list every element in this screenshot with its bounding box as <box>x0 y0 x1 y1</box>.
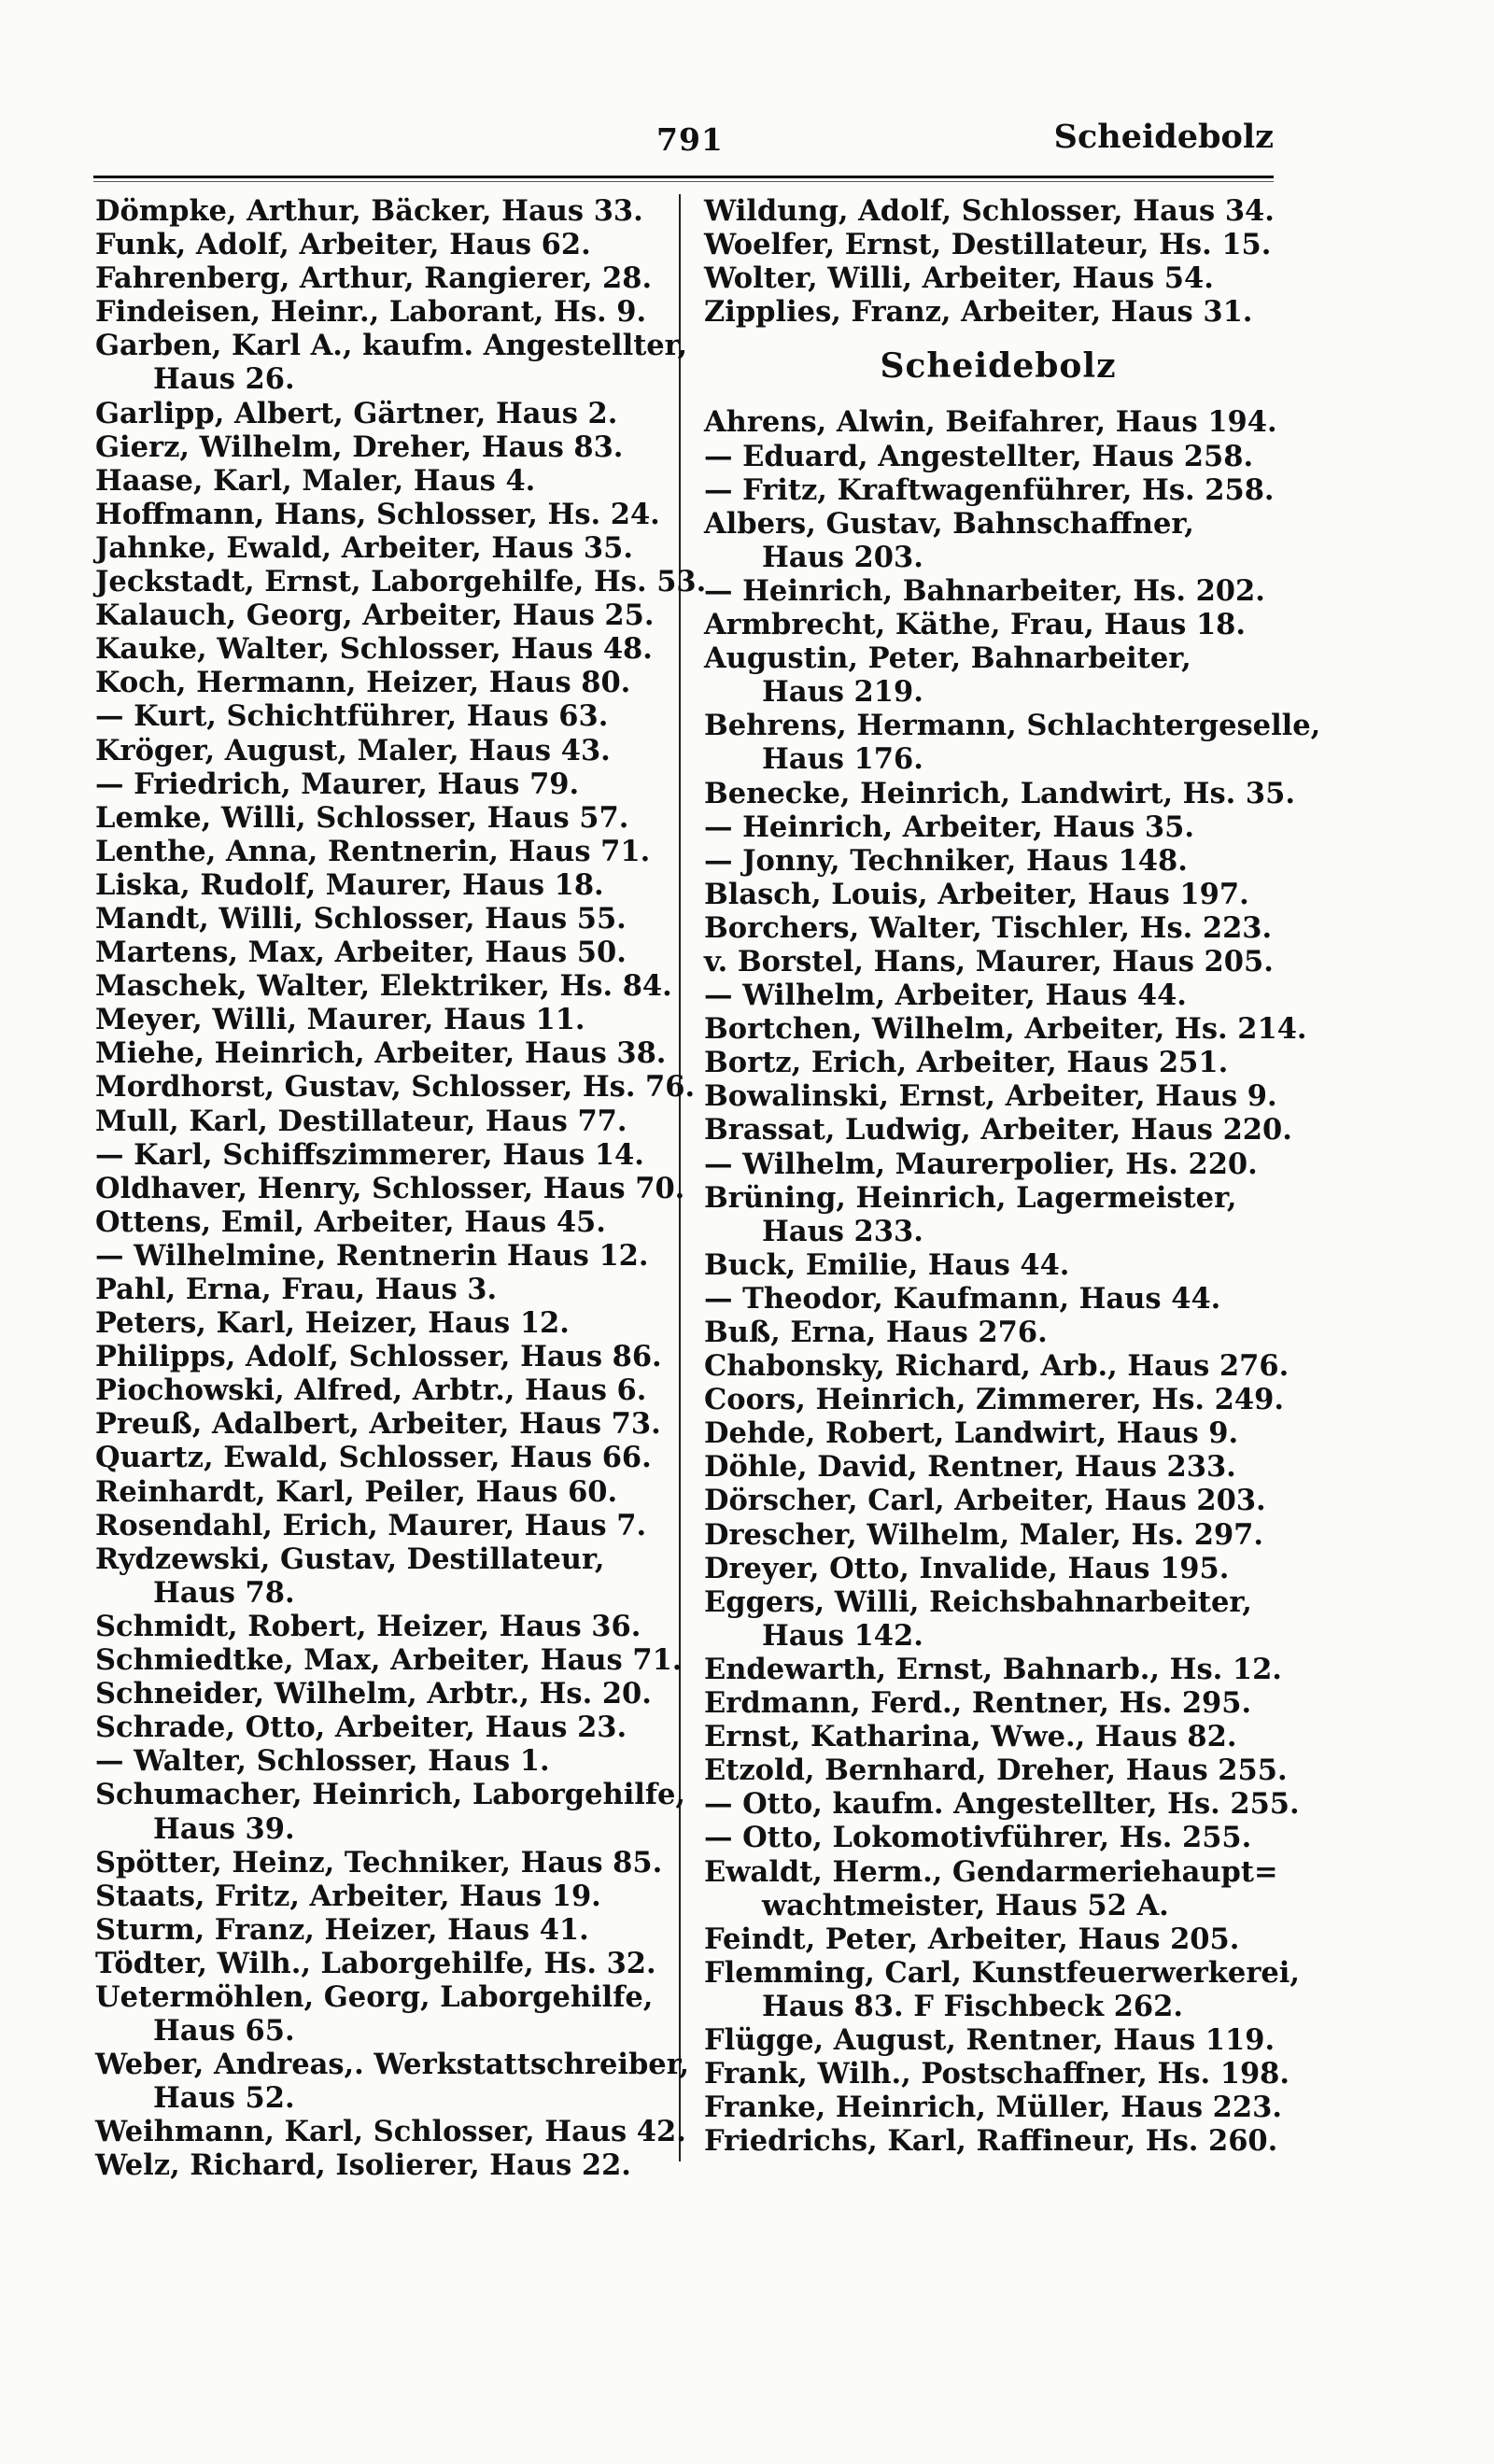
entry-text: Schneider, Wilhelm, Arbtr., Hs. 20. <box>95 1677 652 1711</box>
entry-text: Ottens, Emil, Arbeiter, Haus 45. <box>95 1204 606 1239</box>
entry-continuation: Haus 65. <box>153 2014 295 2049</box>
directory-entry <box>95 1610 674 1643</box>
entry-text: Liska, Rudolf, Maurer, Haus 18. <box>95 867 604 902</box>
directory-entry <box>95 228 674 261</box>
entry-text: — Jonny, Techniker, Haus 148. <box>704 843 1188 878</box>
entry-text: Quartz, Ewald, Schlosser, Haus 66. <box>95 1441 652 1475</box>
directory-entry <box>704 1686 1302 1720</box>
right-column-top-entries <box>704 194 1302 329</box>
directory-entry <box>95 1913 674 1947</box>
directory-entry <box>95 1778 686 1846</box>
directory-entry <box>704 2023 1302 2057</box>
entry-text: Dehde, Robert, Landwirt, Haus 9. <box>704 1416 1239 1451</box>
directory-entry <box>95 295 674 329</box>
entry-text: Welz, Richard, Isolierer, Haus 22. <box>95 2148 631 2183</box>
entry-text: Sturm, Franz, Heizer, Haus 41. <box>95 1912 589 1947</box>
entry-text: Reinhardt, Karl, Peiler, Haus 60. <box>95 1474 618 1509</box>
entry-text: Lenthe, Anna, Rentnerin, Haus 71. <box>95 834 651 868</box>
entry-text: Armbrecht, Käthe, Frau, Haus 18. <box>704 608 1247 642</box>
entry-text: Mordhorst, Gustav, Schlosser, Hs. 76. <box>95 1070 696 1105</box>
entry-continuation: Haus 83. F Fischbeck 262. <box>762 1989 1183 2023</box>
directory-entry <box>95 801 674 835</box>
entry-text: Flügge, August, Rentner, Haus 119. <box>704 2022 1276 2057</box>
entry-text: Peters, Karl, Heizer, Haus 12. <box>95 1306 570 1341</box>
entry-text: Piochowski, Alfred, Arbtr., Haus 6. <box>95 1373 647 1408</box>
directory-entry <box>95 1846 674 1880</box>
entry-text: v. Borstel, Hans, Maurer, Haus 205. <box>704 944 1274 979</box>
entry-text: Kalauch, Georg, Arbeiter, Haus 25. <box>95 598 655 633</box>
entry-text: Preuß, Adalbert, Arbeiter, Haus 73. <box>95 1407 661 1442</box>
entry-text: Blasch, Louis, Arbeiter, Haus 197. <box>704 877 1249 911</box>
directory-entry <box>704 1753 1302 1787</box>
entry-text: Schmidt, Robert, Heizer, Haus 36. <box>95 1609 641 1643</box>
entry-text: — Otto, Lokomotivführer, Hs. 255. <box>704 1821 1252 1855</box>
entry-text: — Wilhelmine, Rentnerin Haus 12. <box>95 1238 649 1273</box>
entry-text: Meyer, Willi, Maurer, Haus 11. <box>95 1003 585 1037</box>
directory-entry <box>704 945 1302 979</box>
entry-text: — Fritz, Kraftwagenführer, Hs. 258. <box>704 472 1275 507</box>
entry-text: — Eduard, Angestellter, Haus 258. <box>704 439 1254 473</box>
entry-text: Dörscher, Carl, Arbeiter, Haus 203. <box>704 1484 1266 1518</box>
directory-entry <box>95 1542 674 1610</box>
directory-entry <box>704 1181 1302 1248</box>
directory-entry <box>95 1340 674 1373</box>
directory-entry <box>95 1980 674 2048</box>
entry-text: Wolter, Willi, Arbeiter, Haus 54. <box>704 261 1214 296</box>
entry-text: Schmiedtke, Max, Arbeiter, Haus 71. <box>95 1643 683 1678</box>
entry-text: Tödter, Wilh., Laborgehilfe, Hs. 32. <box>95 1946 656 1980</box>
entry-text: Spötter, Heinz, Techniker, Haus 85. <box>95 1845 663 1880</box>
entry-text: Benecke, Heinrich, Landwirt, Hs. 35. <box>704 776 1295 810</box>
entry-text: Schrade, Otto, Arbeiter, Haus 23. <box>95 1711 627 1745</box>
entry-text: — Heinrich, Arbeiter, Haus 35. <box>704 810 1194 844</box>
directory-entry <box>95 1880 674 1913</box>
directory-entry <box>95 194 674 228</box>
entry-text: Ahrens, Alwin, Beifahrer, Haus 194. <box>704 405 1277 440</box>
directory-entry <box>704 911 1302 945</box>
entry-text: Behrens, Hermann, Schlachtergeselle, <box>704 709 1321 743</box>
entry-continuation: Haus 39. <box>153 1811 295 1846</box>
directory-entry <box>95 329 688 397</box>
entry-text: Oldhaver, Henry, Schlosser, Haus 70. <box>95 1171 685 1205</box>
entry-text: — Friedrich, Maurer, Haus 79. <box>95 767 580 801</box>
entry-text: Jahnke, Ewald, Arbeiter, Haus 35. <box>95 530 633 565</box>
directory-entry <box>95 430 674 464</box>
entry-text: Dreyer, Otto, Invalide, Haus 195. <box>704 1551 1230 1585</box>
entry-text: Garlipp, Albert, Gärtner, Haus 2. <box>95 396 618 430</box>
entry-text: Mull, Karl, Destillateur, Haus 77. <box>95 1104 627 1138</box>
directory-entry <box>95 1003 674 1036</box>
directory-entry <box>704 194 1302 228</box>
entry-text: Kröger, August, Maler, Haus 43. <box>95 733 611 767</box>
directory-entry <box>704 1787 1302 1821</box>
entry-text: Brüning, Heinrich, Lagermeister, <box>704 1180 1237 1215</box>
section-heading: Scheidebolz <box>880 346 1117 387</box>
directory-entry <box>704 2124 1302 2158</box>
entry-text: Rosendahl, Erich, Maurer, Haus 7. <box>95 1508 647 1542</box>
entry-text: — Theodor, Kaufmann, Haus 44. <box>704 1281 1221 1316</box>
directory-entry <box>95 969 674 1003</box>
entry-text: Staats, Fritz, Arbeiter, Haus 19. <box>95 1879 601 1913</box>
directory-entry <box>704 473 1302 507</box>
directory-entry <box>95 2148 674 2182</box>
directory-entry <box>704 2091 1302 2124</box>
directory-entry <box>95 835 674 868</box>
directory-entry <box>95 1711 674 1744</box>
directory-entry <box>704 641 1302 709</box>
directory-entry <box>704 1720 1302 1753</box>
directory-entry <box>704 608 1302 641</box>
directory-entry <box>95 902 674 936</box>
directory-entry <box>95 1171 685 1205</box>
entry-text: Borchers, Walter, Tischler, Hs. 223. <box>704 910 1273 945</box>
entry-continuation: Haus 176. <box>762 742 923 777</box>
directory-entry <box>704 844 1302 878</box>
directory-entry <box>95 261 674 295</box>
directory-entry <box>95 531 674 565</box>
directory-entry <box>95 2048 690 2116</box>
entry-text: Maschek, Walter, Elektriker, Hs. 84. <box>95 969 672 1004</box>
directory-entry <box>95 1475 674 1509</box>
entry-text: Philipps, Adolf, Schlosser, Haus 86. <box>95 1340 662 1374</box>
directory-entry <box>704 810 1302 844</box>
entry-text: Ewaldt, Herm., Gendarmeriehaupt= <box>704 1854 1278 1889</box>
right-column <box>704 194 1321 2159</box>
directory-entry <box>704 1113 1302 1147</box>
entry-text: Woelfer, Ernst, Destillateur, Hs. 15. <box>704 228 1272 262</box>
running-head: Scheidebolz <box>1053 118 1274 156</box>
entry-text: Bowalinski, Ernst, Arbeiter, Haus 9. <box>704 1079 1277 1114</box>
directory-entry <box>95 598 674 632</box>
entry-text: Weihmann, Karl, Schlosser, Haus 42. <box>95 2115 686 2149</box>
entry-text: Drescher, Wilhelm, Maler, Hs. 297. <box>704 1517 1264 1552</box>
entry-continuation: Haus 233. <box>762 1214 923 1248</box>
directory-entry <box>95 397 674 430</box>
directory-entry <box>704 1484 1302 1517</box>
directory-entry <box>704 295 1302 329</box>
entry-text: — Kurt, Schichtführer, Haus 63. <box>95 699 609 734</box>
directory-entry <box>704 1248 1302 1282</box>
right-column-entries <box>704 405 1321 2159</box>
entry-text: Flemming, Carl, Kunstfeuerwerkerei, <box>704 1955 1301 1990</box>
directory-entry <box>95 1744 674 1778</box>
entry-text: Weber, Andreas,. Werkstattschreiber, <box>95 2048 690 2082</box>
entry-text: Haase, Karl, Maler, Haus 4. <box>95 463 536 498</box>
entry-text: Zipplies, Franz, Arbeiter, Haus 31. <box>704 295 1253 330</box>
directory-entry <box>704 1416 1302 1450</box>
directory-entry <box>704 777 1302 810</box>
entry-continuation: Haus 78. <box>153 1575 295 1610</box>
header-rule-thin <box>93 181 1274 182</box>
entry-continuation: Haus 52. <box>153 2081 295 2116</box>
entry-text: — Heinrich, Bahnarbeiter, Hs. 202. <box>704 573 1265 608</box>
directory-entry <box>704 1349 1302 1383</box>
directory-entry <box>704 1012 1307 1047</box>
directory-entry <box>95 1070 696 1105</box>
entry-continuation: Haus 26. <box>153 362 295 397</box>
directory-entry <box>704 1383 1302 1416</box>
directory-entry <box>704 1046 1302 1079</box>
directory-entry <box>95 1509 674 1542</box>
directory-entry <box>95 1205 674 1239</box>
entry-text: Gierz, Wilhelm, Dreher, Haus 83. <box>95 429 624 464</box>
entry-text: Garben, Karl A., kaufm. Angestellter, <box>95 329 688 363</box>
entry-text: Erdmann, Ferd., Rentner, Hs. 295. <box>704 1686 1252 1721</box>
directory-entry <box>95 1643 683 1678</box>
left-column <box>95 194 707 2183</box>
directory-entry <box>704 1148 1302 1181</box>
entry-text: Lemke, Willi, Schlosser, Haus 57. <box>95 800 629 835</box>
entry-text: Findeisen, Heinr., Laborant, Hs. 9. <box>95 295 647 330</box>
directory-entry <box>95 498 674 531</box>
entry-continuation: wachtmeister, Haus 52 A. <box>762 1888 1169 1922</box>
entry-text: Eggers, Willi, Reichsbahnarbeiter, <box>704 1584 1252 1619</box>
entry-text: Wildung, Adolf, Schlosser, Haus 34. <box>704 194 1275 228</box>
entry-text: Kauke, Walter, Schlosser, Haus 48. <box>95 632 653 667</box>
entry-text: Brassat, Ludwig, Arbeiter, Haus 220. <box>704 1113 1292 1148</box>
directory-entry <box>95 565 707 599</box>
directory-entry <box>95 1441 674 1474</box>
directory-entry <box>704 1585 1302 1653</box>
entry-text: Frank, Wilh., Postschaffner, Hs. 198. <box>704 2057 1290 2091</box>
entry-text: Ernst, Katharina, Wwe., Haus 82. <box>704 1720 1237 1754</box>
entry-text: Pahl, Erna, Frau, Haus 3. <box>95 1273 498 1306</box>
entry-text: Bortchen, Wilhelm, Arbeiter, Hs. 214. <box>704 1012 1307 1047</box>
entry-text: Fahrenberg, Arthur, Rangierer, 28. <box>95 261 653 296</box>
directory-entry <box>704 1552 1302 1585</box>
entry-text: Uetermöhlen, Georg, Laborgehilfe, <box>95 1979 654 2014</box>
directory-entry <box>95 1036 674 1070</box>
directory-entry <box>704 1282 1302 1316</box>
entry-text: Bortz, Erich, Arbeiter, Haus 251. <box>704 1046 1229 1080</box>
directory-entry <box>704 261 1302 295</box>
entry-text: Albers, Gustav, Bahnschaffner, <box>704 506 1194 541</box>
directory-entry <box>704 440 1302 473</box>
directory-entry <box>704 228 1302 261</box>
directory-entry <box>704 878 1302 911</box>
directory-entry <box>95 868 674 902</box>
entry-text: Schumacher, Heinrich, Laborgehilfe, <box>95 1778 686 1812</box>
entry-text: Chabonsky, Richard, Arb., Haus 276. <box>704 1349 1290 1384</box>
entry-text: — Walter, Schlosser, Haus 1. <box>95 1744 550 1779</box>
entry-text: Buck, Emilie, Haus 44. <box>704 1247 1070 1282</box>
directory-entry <box>704 1821 1302 1854</box>
directory-entry <box>95 1138 674 1172</box>
entry-text: — Wilhelm, Arbeiter, Haus 44. <box>704 979 1187 1013</box>
entry-text: Mandt, Willi, Schlosser, Haus 55. <box>95 901 627 936</box>
entry-text: Koch, Hermann, Heizer, Haus 80. <box>95 666 631 700</box>
entry-text: Buß, Erna, Haus 276. <box>704 1316 1048 1349</box>
directory-entry <box>95 632 674 666</box>
directory-entry <box>704 1450 1302 1484</box>
directory-entry <box>704 1855 1302 1922</box>
directory-entry <box>704 1922 1302 1956</box>
directory-entry <box>704 1518 1302 1552</box>
entry-text: Friedrichs, Karl, Raffineur, Hs. 260. <box>704 2124 1278 2159</box>
directory-entry <box>704 405 1302 439</box>
directory-entry <box>704 1316 1302 1349</box>
entry-text: Etzold, Bernhard, Dreher, Haus 255. <box>704 1753 1288 1788</box>
directory-entry <box>95 1105 674 1138</box>
entry-text: Miehe, Heinrich, Arbeiter, Haus 38. <box>95 1036 667 1071</box>
entry-continuation: Haus 219. <box>762 675 923 710</box>
directory-entry <box>95 1239 674 1273</box>
directory-entry <box>95 1306 674 1340</box>
directory-entry <box>95 734 674 767</box>
entry-text: — Karl, Schiffszimmerer, Haus 14. <box>95 1137 644 1172</box>
directory-entry <box>95 2115 686 2149</box>
directory-entry <box>704 709 1321 777</box>
directory-entry <box>704 2057 1302 2091</box>
directory-entry <box>704 1653 1302 1686</box>
entry-text: Endewarth, Ernst, Bahnarb., Hs. 12. <box>704 1652 1282 1686</box>
directory-entry <box>95 767 674 801</box>
entry-continuation: Haus 203. <box>762 540 923 574</box>
entry-text: — Wilhelm, Maurerpolier, Hs. 220. <box>704 1147 1258 1181</box>
directory-entry <box>95 936 674 969</box>
entry-text: Dömpke, Arthur, Bäcker, Haus 33. <box>95 194 643 228</box>
directory-entry <box>704 1956 1302 2023</box>
entry-text: Franke, Heinrich, Müller, Haus 223. <box>704 2091 1282 2125</box>
directory-entry <box>95 1273 674 1306</box>
directory-entry <box>704 574 1302 608</box>
entry-text: Jeckstadt, Ernst, Laborgehilfe, Hs. 53. <box>95 565 707 599</box>
entry-text: Rydzewski, Gustav, Destillateur, <box>95 1542 605 1576</box>
directory-entry <box>95 1947 674 1980</box>
entry-continuation: Haus 142. <box>762 1618 923 1653</box>
directory-entry <box>95 464 674 498</box>
directory-entry <box>704 507 1302 574</box>
entry-text: Feindt, Peter, Arbeiter, Haus 205. <box>704 1922 1240 1956</box>
entry-text: Coors, Heinrich, Zimmerer, Hs. 249. <box>704 1383 1284 1417</box>
entry-text: Martens, Max, Arbeiter, Haus 50. <box>95 936 627 970</box>
directory-entry <box>95 1407 674 1441</box>
directory-entry <box>95 699 674 733</box>
entry-text: Augustin, Peter, Bahnarbeiter, <box>704 641 1191 676</box>
entry-text: — Otto, kaufm. Angestellter, Hs. 255. <box>704 1787 1300 1822</box>
page-number: 791 <box>656 121 724 158</box>
directory-entry <box>95 1373 674 1407</box>
entry-text: Funk, Adolf, Arbeiter, Haus 62. <box>95 228 591 262</box>
directory-entry <box>95 1677 674 1711</box>
directory-entry <box>704 1079 1302 1113</box>
entry-text: Hoffmann, Hans, Schlosser, Hs. 24. <box>95 497 660 531</box>
directory-entry <box>95 666 674 699</box>
entry-text: Döhle, David, Rentner, Haus 233. <box>704 1450 1236 1485</box>
header-rule <box>93 176 1274 178</box>
directory-entry <box>704 979 1302 1012</box>
